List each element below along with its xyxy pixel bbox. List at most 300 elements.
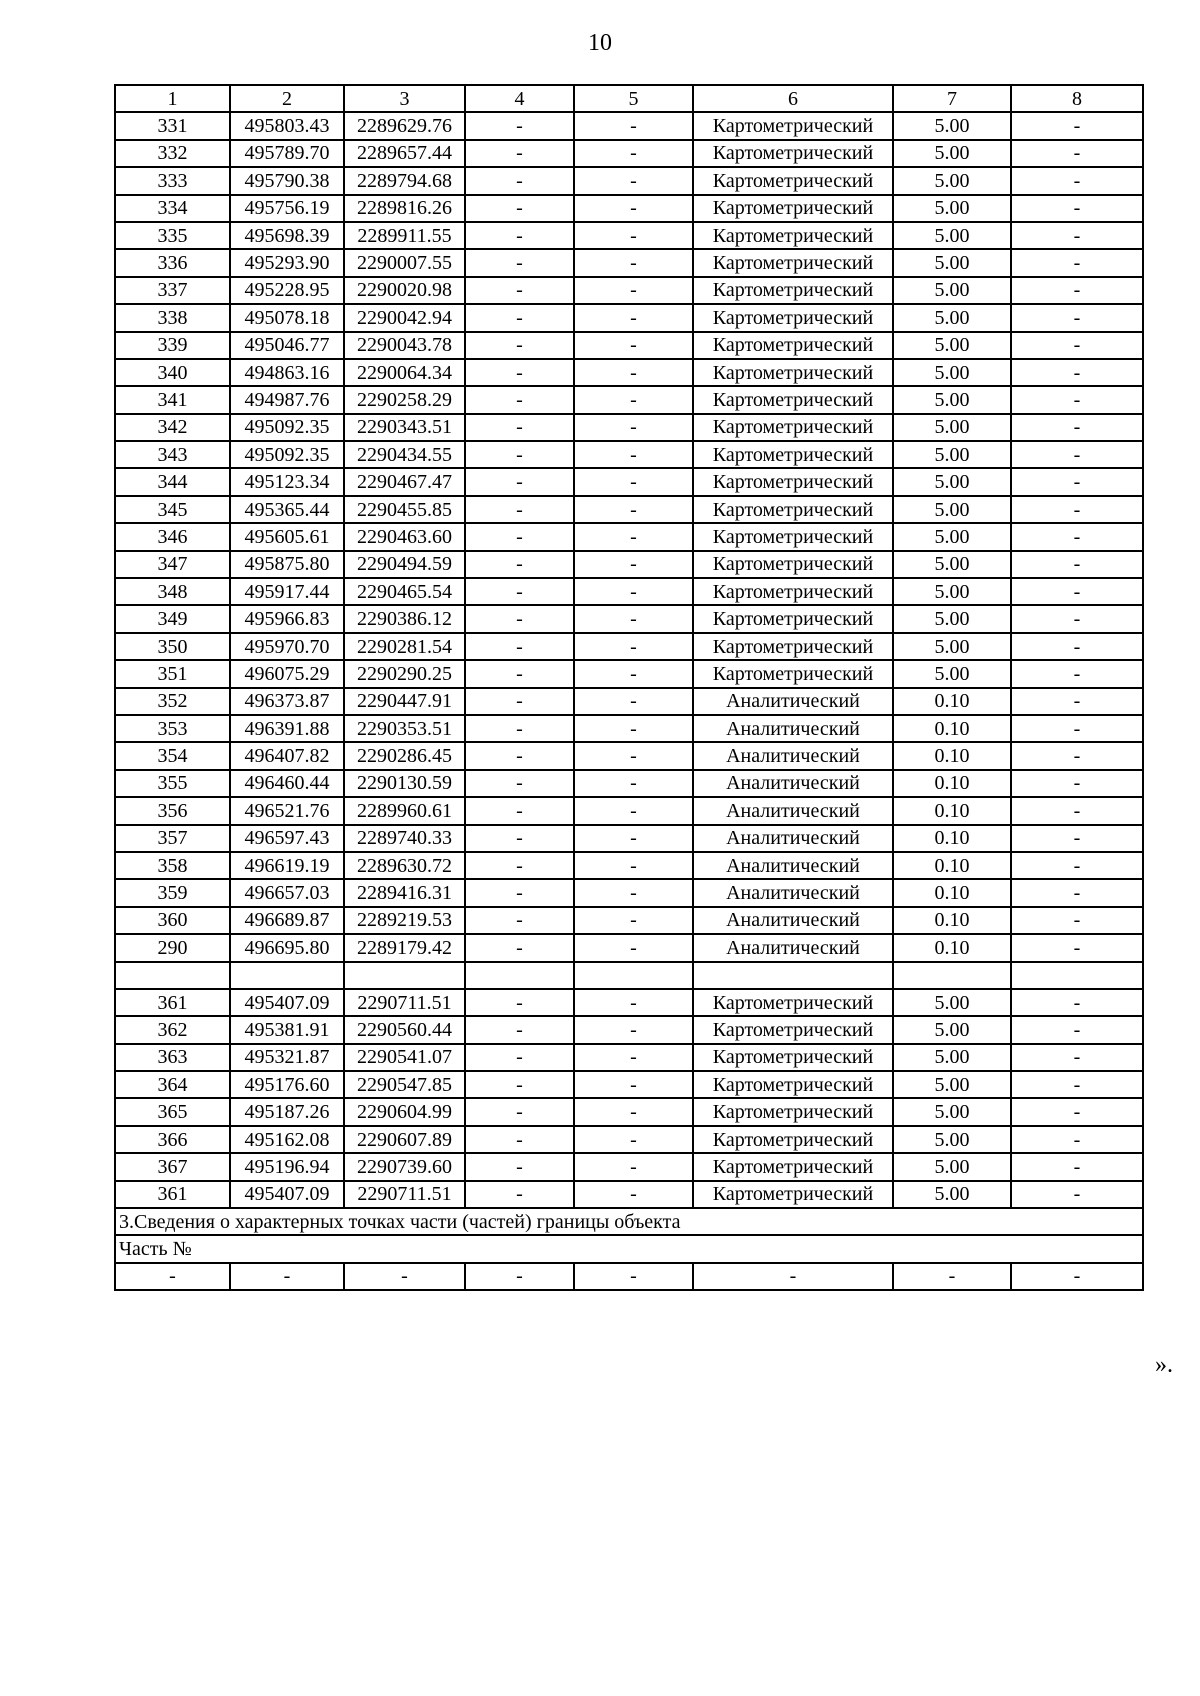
- table-cell: 495966.83: [230, 605, 344, 632]
- table-cell: 0.10: [893, 770, 1011, 797]
- table-cell: -: [465, 1044, 574, 1071]
- table-row: [115, 222, 1143, 249]
- table-cell: Картометрический: [693, 414, 893, 441]
- table-cell: -: [1011, 879, 1143, 906]
- table-cell: 496460.44: [230, 770, 344, 797]
- table-cell: -: [574, 496, 693, 523]
- table-cell: Картометрический: [693, 359, 893, 386]
- table-cell: Картометрический: [693, 441, 893, 468]
- table-cell: 366: [115, 1126, 230, 1153]
- table-cell: 2289794.68: [344, 167, 465, 194]
- table-cell: -: [1011, 1126, 1143, 1153]
- table-cell: 343: [115, 441, 230, 468]
- table-row: [115, 825, 1143, 852]
- table-cell: -: [465, 1098, 574, 1125]
- table-cell: 2290258.29: [344, 386, 465, 413]
- table-cell: 2290711.51: [344, 989, 465, 1016]
- table-cell: -: [574, 770, 693, 797]
- table-cell: [115, 962, 230, 989]
- table-cell: -: [574, 359, 693, 386]
- table-cell: -: [465, 551, 574, 578]
- table-cell: 332: [115, 140, 230, 167]
- table-cell: -: [465, 934, 574, 961]
- table-cell: -: [465, 1181, 574, 1208]
- table-cell: -: [465, 386, 574, 413]
- table-cell: 495605.61: [230, 523, 344, 550]
- table-cell: -: [1011, 140, 1143, 167]
- table-cell: -: [1011, 825, 1143, 852]
- table-cell: 5.00: [893, 1044, 1011, 1071]
- table-cell: 495790.38: [230, 167, 344, 194]
- table-cell: -: [1011, 633, 1143, 660]
- table-cell: 361: [115, 989, 230, 1016]
- table-cell: -: [574, 633, 693, 660]
- table-cell: Аналитический: [693, 715, 893, 742]
- table-cell: 495196.94: [230, 1153, 344, 1180]
- table-cell: 349: [115, 605, 230, 632]
- table-cell: -: [1011, 1044, 1143, 1071]
- page-number: 10: [588, 30, 612, 56]
- table-cell: -: [1011, 332, 1143, 359]
- table-cell: Аналитический: [693, 907, 893, 934]
- table-cell: 2290467.47: [344, 468, 465, 495]
- table-row: [115, 1153, 1143, 1180]
- table-row: [115, 523, 1143, 550]
- table-cell: 2290447.91: [344, 688, 465, 715]
- table-cell: 496597.43: [230, 825, 344, 852]
- table-cell: Картометрический: [693, 277, 893, 304]
- table-cell: -: [1011, 934, 1143, 961]
- table-cell: 0.10: [893, 907, 1011, 934]
- table-cell: 0.10: [893, 825, 1011, 852]
- table-cell: Картометрический: [693, 1071, 893, 1098]
- table-cell: -: [1011, 1098, 1143, 1125]
- table-cell: [344, 962, 465, 989]
- table-cell: Аналитический: [693, 879, 893, 906]
- table-cell: -: [893, 1263, 1011, 1290]
- table-cell: 5.00: [893, 140, 1011, 167]
- table-cell: -: [574, 1071, 693, 1098]
- table-cell: 2: [230, 85, 344, 112]
- table-cell: 5.00: [893, 496, 1011, 523]
- table-cell: Картометрический: [693, 468, 893, 495]
- table-cell: -: [1011, 1181, 1143, 1208]
- table-cell: 2290547.85: [344, 1071, 465, 1098]
- table-cell: -: [465, 112, 574, 139]
- table-row: [115, 332, 1143, 359]
- table-cell: 5.00: [893, 414, 1011, 441]
- table-cell: 2290463.60: [344, 523, 465, 550]
- part-row: [115, 1263, 1143, 1290]
- table-cell: Картометрический: [693, 1181, 893, 1208]
- table-cell: 2289179.42: [344, 934, 465, 961]
- table-cell: -: [574, 441, 693, 468]
- table-cell: [230, 962, 344, 989]
- table-cell: 5.00: [893, 112, 1011, 139]
- table-cell: -: [465, 523, 574, 550]
- table-cell: 496373.87: [230, 688, 344, 715]
- table-cell: 334: [115, 195, 230, 222]
- table-cell: 2289416.31: [344, 879, 465, 906]
- table-cell: 495293.90: [230, 249, 344, 276]
- table-cell: 5.00: [893, 1016, 1011, 1043]
- table-cell: 5.00: [893, 523, 1011, 550]
- table-cell: 5.00: [893, 1181, 1011, 1208]
- table-cell: Картометрический: [693, 1126, 893, 1153]
- table-cell: 2290043.78: [344, 332, 465, 359]
- table-cell: 333: [115, 167, 230, 194]
- table-cell: -: [465, 140, 574, 167]
- table-cell: -: [574, 797, 693, 824]
- column-number-row: [115, 85, 1143, 112]
- table-cell: Аналитический: [693, 688, 893, 715]
- table-row: [115, 112, 1143, 139]
- table-cell: 2290739.60: [344, 1153, 465, 1180]
- table-cell: 2290560.44: [344, 1016, 465, 1043]
- table-cell: 2290007.55: [344, 249, 465, 276]
- table-row: [115, 1126, 1143, 1153]
- table-cell: -: [1011, 1263, 1143, 1290]
- table-cell: 5.00: [893, 249, 1011, 276]
- section-title-row: [115, 1208, 1143, 1235]
- table-cell: -: [574, 578, 693, 605]
- table-cell: -: [465, 989, 574, 1016]
- table-cell: 5.00: [893, 1153, 1011, 1180]
- table-cell: 2290281.54: [344, 633, 465, 660]
- table-row: [115, 934, 1143, 961]
- table-cell: 331: [115, 112, 230, 139]
- table-cell: 5: [574, 85, 693, 112]
- table-cell: 2290042.94: [344, 304, 465, 331]
- table-cell: -: [1011, 578, 1143, 605]
- table-cell: 495092.35: [230, 414, 344, 441]
- table-cell: [1011, 962, 1143, 989]
- table-row: [115, 1098, 1143, 1125]
- table-row: [115, 770, 1143, 797]
- table-row: [115, 468, 1143, 495]
- table-row: [115, 277, 1143, 304]
- table-row: [115, 1044, 1143, 1071]
- table-cell: -: [1011, 304, 1143, 331]
- table-cell: -: [1011, 167, 1143, 194]
- table-cell: 363: [115, 1044, 230, 1071]
- table-cell: -: [1011, 551, 1143, 578]
- table-cell: 2290290.25: [344, 660, 465, 687]
- table-cell: Картометрический: [693, 660, 893, 687]
- table-cell: -: [574, 523, 693, 550]
- table-cell: -: [574, 551, 693, 578]
- table-cell: 5.00: [893, 468, 1011, 495]
- table-cell: 2290286.45: [344, 742, 465, 769]
- table-cell: -: [574, 1126, 693, 1153]
- table-row: [115, 414, 1143, 441]
- table-cell: -: [465, 688, 574, 715]
- table-cell: 361: [115, 1181, 230, 1208]
- table-cell: 359: [115, 879, 230, 906]
- table-cell: 495407.09: [230, 989, 344, 1016]
- table-cell: -: [574, 1016, 693, 1043]
- table-cell: 339: [115, 332, 230, 359]
- table-cell: [574, 962, 693, 989]
- table-cell: Картометрический: [693, 578, 893, 605]
- table-cell: -: [1011, 414, 1143, 441]
- table-cell: 0.10: [893, 688, 1011, 715]
- table-cell: -: [574, 1098, 693, 1125]
- table-cell: Картометрический: [693, 140, 893, 167]
- table-cell: -: [574, 688, 693, 715]
- table-cell: -: [465, 468, 574, 495]
- table-cell: -: [574, 879, 693, 906]
- table-cell: 495803.43: [230, 112, 344, 139]
- table-row: [115, 962, 1143, 989]
- table-cell: 336: [115, 249, 230, 276]
- table-cell: -: [574, 386, 693, 413]
- table-cell: -: [1011, 688, 1143, 715]
- table-row: [115, 660, 1143, 687]
- table-cell: 5.00: [893, 989, 1011, 1016]
- table-cell: 355: [115, 770, 230, 797]
- table-cell: 5.00: [893, 386, 1011, 413]
- table-cell: -: [574, 195, 693, 222]
- table-row: [115, 715, 1143, 742]
- table-cell: 495875.80: [230, 551, 344, 578]
- table-cell: 3: [344, 85, 465, 112]
- table-cell: -: [1011, 195, 1143, 222]
- table-cell: 495698.39: [230, 222, 344, 249]
- table-cell: Картометрический: [693, 989, 893, 1016]
- table-cell: -: [115, 1263, 230, 1290]
- table-cell: -: [465, 660, 574, 687]
- table-cell: 348: [115, 578, 230, 605]
- table-cell: -: [465, 332, 574, 359]
- table-cell: 356: [115, 797, 230, 824]
- table-cell: 351: [115, 660, 230, 687]
- table-cell: -: [1011, 468, 1143, 495]
- table-cell: 2289629.76: [344, 112, 465, 139]
- table-cell: 5.00: [893, 277, 1011, 304]
- table-cell: -: [574, 222, 693, 249]
- table-cell: Картометрический: [693, 386, 893, 413]
- table-cell: 358: [115, 852, 230, 879]
- table-cell: 2290353.51: [344, 715, 465, 742]
- table-cell: -: [574, 989, 693, 1016]
- table-cell: 496521.76: [230, 797, 344, 824]
- table-cell: Картометрический: [693, 633, 893, 660]
- table-cell: -: [1011, 797, 1143, 824]
- table-cell: -: [574, 715, 693, 742]
- table-cell: -: [465, 742, 574, 769]
- table-cell: -: [693, 1263, 893, 1290]
- table-cell: 7: [893, 85, 1011, 112]
- table-cell: -: [574, 605, 693, 632]
- table-cell: -: [574, 934, 693, 961]
- table-cell: Аналитический: [693, 742, 893, 769]
- table-cell: -: [465, 797, 574, 824]
- table-cell: -: [1011, 1016, 1143, 1043]
- table-cell: Картометрический: [693, 496, 893, 523]
- table-cell: -: [465, 605, 574, 632]
- table-cell: -: [465, 825, 574, 852]
- table-cell: 346: [115, 523, 230, 550]
- table-cell: 2289630.72: [344, 852, 465, 879]
- table-cell: -: [574, 468, 693, 495]
- table-row: [115, 1016, 1143, 1043]
- table-cell: 495078.18: [230, 304, 344, 331]
- table-cell: 8: [1011, 85, 1143, 112]
- table-cell: -: [1011, 989, 1143, 1016]
- table-cell: -: [574, 1263, 693, 1290]
- table-cell: 496689.87: [230, 907, 344, 934]
- table-cell: -: [465, 249, 574, 276]
- table-cell: -: [1011, 1071, 1143, 1098]
- table-cell: Картометрический: [693, 523, 893, 550]
- table-cell: -: [574, 825, 693, 852]
- table-cell: Картометрический: [693, 1098, 893, 1125]
- table-cell: 344: [115, 468, 230, 495]
- table-cell: 5.00: [893, 167, 1011, 194]
- table-cell: 352: [115, 688, 230, 715]
- table-cell: 0.10: [893, 852, 1011, 879]
- table-row: [115, 633, 1143, 660]
- table-row: [115, 1181, 1143, 1208]
- table-cell: -: [1011, 660, 1143, 687]
- table-cell: 360: [115, 907, 230, 934]
- table-cell: -: [465, 1126, 574, 1153]
- table-cell: -: [1011, 249, 1143, 276]
- table-cell: 5.00: [893, 551, 1011, 578]
- table-cell: -: [465, 879, 574, 906]
- table-cell: 2289219.53: [344, 907, 465, 934]
- table-cell: 495228.95: [230, 277, 344, 304]
- table-cell: 341: [115, 386, 230, 413]
- table-cell: 495187.26: [230, 1098, 344, 1125]
- table-cell: Картометрический: [693, 195, 893, 222]
- table-cell: 5.00: [893, 195, 1011, 222]
- table-cell: 496619.19: [230, 852, 344, 879]
- table-cell: 2290541.07: [344, 1044, 465, 1071]
- table-cell: 2289911.55: [344, 222, 465, 249]
- table-cell: 2290494.59: [344, 551, 465, 578]
- table-cell: Картометрический: [693, 551, 893, 578]
- table-row: [115, 140, 1143, 167]
- table-cell: 495176.60: [230, 1071, 344, 1098]
- table-cell: 496391.88: [230, 715, 344, 742]
- table-row: [115, 441, 1143, 468]
- table-cell: 5.00: [893, 1126, 1011, 1153]
- table-cell: 0.10: [893, 879, 1011, 906]
- table-row: [115, 1071, 1143, 1098]
- table-cell: -: [465, 304, 574, 331]
- table-cell: -: [574, 1153, 693, 1180]
- table-cell: 5.00: [893, 359, 1011, 386]
- table-cell: 2290343.51: [344, 414, 465, 441]
- table-cell: -: [465, 1016, 574, 1043]
- table-cell: 495123.34: [230, 468, 344, 495]
- table-cell: -: [1011, 496, 1143, 523]
- table-cell: 2289740.33: [344, 825, 465, 852]
- table-row: [115, 742, 1143, 769]
- table-cell: -: [574, 414, 693, 441]
- table-cell: 2289657.44: [344, 140, 465, 167]
- table-cell: 2290465.54: [344, 578, 465, 605]
- table-cell: 0.10: [893, 742, 1011, 769]
- table-row: [115, 989, 1143, 1016]
- table-cell: -: [344, 1263, 465, 1290]
- table-cell: -: [574, 167, 693, 194]
- table-cell: 496407.82: [230, 742, 344, 769]
- table-row: [115, 496, 1143, 523]
- closing-quote-mark: ».: [1155, 1352, 1173, 1378]
- table-cell: Аналитический: [693, 934, 893, 961]
- table-row: [115, 551, 1143, 578]
- table-cell: -: [465, 852, 574, 879]
- table-cell: Аналитический: [693, 852, 893, 879]
- table-cell: Картометрический: [693, 304, 893, 331]
- table-cell: Картометрический: [693, 605, 893, 632]
- table-cell: 496657.03: [230, 879, 344, 906]
- table-cell: -: [574, 277, 693, 304]
- table-cell: 5.00: [893, 578, 1011, 605]
- table-cell: -: [465, 1071, 574, 1098]
- table-cell: 5.00: [893, 441, 1011, 468]
- table-row: [115, 195, 1143, 222]
- table-cell: Картометрический: [693, 332, 893, 359]
- table-row: [115, 605, 1143, 632]
- table-cell: -: [574, 1181, 693, 1208]
- table-cell: Картометрический: [693, 249, 893, 276]
- table-cell: 2290064.34: [344, 359, 465, 386]
- table-cell: -: [465, 715, 574, 742]
- table-cell: 2290607.89: [344, 1126, 465, 1153]
- table-cell: 495917.44: [230, 578, 344, 605]
- table-cell: -: [1011, 605, 1143, 632]
- table-row: [115, 907, 1143, 934]
- table-cell: Картометрический: [693, 222, 893, 249]
- table-cell: -: [465, 222, 574, 249]
- table-cell: 5.00: [893, 660, 1011, 687]
- table-cell: -: [574, 249, 693, 276]
- table-cell: 335: [115, 222, 230, 249]
- boundary-points-table: [114, 84, 1144, 1291]
- table-cell: Картометрический: [693, 112, 893, 139]
- table-cell: -: [574, 907, 693, 934]
- table-cell: -: [465, 195, 574, 222]
- table-cell: 495756.19: [230, 195, 344, 222]
- table-cell: -: [1011, 386, 1143, 413]
- table-cell: [465, 962, 574, 989]
- table-cell: -: [574, 1044, 693, 1071]
- table-row: [115, 852, 1143, 879]
- table-cell: -: [574, 112, 693, 139]
- table-row: [115, 386, 1143, 413]
- table-cell: 5.00: [893, 304, 1011, 331]
- table-row: [115, 249, 1143, 276]
- table-cell: 350: [115, 633, 230, 660]
- table-cell: 495970.70: [230, 633, 344, 660]
- table-cell: 495789.70: [230, 140, 344, 167]
- table-cell: -: [574, 332, 693, 359]
- table-cell: 5.00: [893, 222, 1011, 249]
- table-cell: 345: [115, 496, 230, 523]
- section-title-row-text: 3.Сведения о характерных точках части (частей) границы объекта: [115, 1208, 1143, 1235]
- table-cell: 367: [115, 1153, 230, 1180]
- table-cell: -: [465, 907, 574, 934]
- table-cell: Аналитический: [693, 770, 893, 797]
- table-cell: -: [1011, 523, 1143, 550]
- table-cell: -: [1011, 112, 1143, 139]
- table-cell: -: [574, 742, 693, 769]
- table-cell: 5.00: [893, 1071, 1011, 1098]
